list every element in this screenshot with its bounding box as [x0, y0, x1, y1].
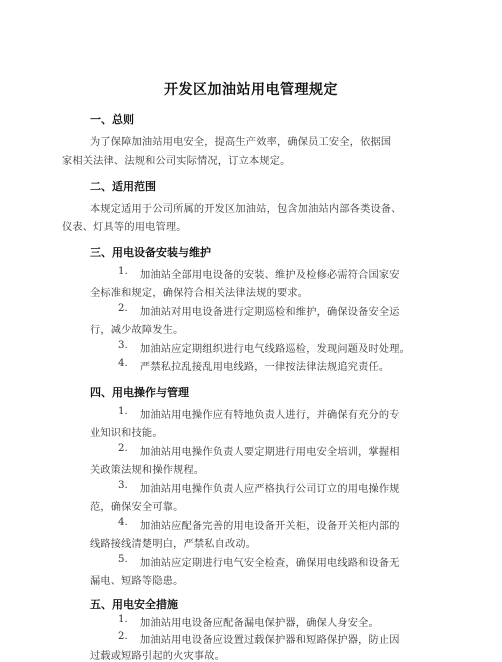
list-item-line: 加油站用电设备应配备漏电保护器，确保人身安全。 — [140, 618, 379, 629]
list-item-line: 线路接线清楚明白，严禁私自改动。 — [90, 539, 257, 550]
list-item-line: 过载或短路引起的火灾事故。 — [90, 651, 226, 662]
list-number: 4. — [118, 517, 128, 528]
list-number: 3. — [118, 480, 128, 491]
paragraph-line: 仪表、灯具等的用电管理。 — [62, 222, 187, 233]
list-item-line: 加油站应定期组织进行电气线路巡检，发现问题及时处理。 — [140, 344, 411, 355]
list-number: 4. — [118, 358, 128, 369]
list-item-line: 加油站用电设备应设置过载保护器和短路保护器，防止因 — [140, 635, 400, 646]
section-heading-operation: 四、用电操作与管理 — [90, 386, 189, 399]
list-number: 2. — [118, 631, 128, 642]
section-heading-installation: 三、用电设备安装与维护 — [90, 246, 211, 259]
list-number: 1. — [118, 266, 128, 277]
list-item-line: 加油站应配备完善的用电设备开关柜，设备开关柜内部的 — [140, 521, 400, 532]
list-item-line: 加油站用电操作负责人要定期进行用电安全培训，掌握相 — [140, 447, 400, 458]
list-item-line: 漏电、短路等隐患。 — [90, 576, 184, 587]
section-heading-general: 一、总则 — [90, 113, 134, 126]
list-item-line: 严禁私拉乱接乱用电线路，一律按法律法规追究责任。 — [140, 362, 390, 373]
list-number: 3. — [118, 340, 128, 351]
list-item-line: 加油站用电操作负责人应严格执行公司订立的用电操作规 — [140, 484, 400, 495]
list-number: 2. — [118, 443, 128, 454]
paragraph-line: 本规定适用于公司所属的开发区加油站，包含加油站内部各类设备、 — [90, 204, 402, 215]
section-heading-scope: 二、适用范围 — [90, 180, 156, 193]
paragraph-line: 为了保障加油站用电安全，提高生产效率，确保员工安全，依据国 — [90, 137, 392, 148]
list-item-line: 全标准和规定，确保符合相关法律法规的要求。 — [90, 288, 309, 299]
list-item-line: 业知识和技能。 — [90, 428, 163, 439]
list-item-line: 范，确保安全可靠。 — [90, 502, 184, 513]
list-item-line: 行，减少故障发生。 — [90, 325, 184, 336]
list-item-line: 加油站全部用电设备的安装、维护及检修必需符合国家安 — [140, 270, 400, 281]
list-item-line: 加油站对用电设备进行定期巡检和维护，确保设备安全运 — [140, 307, 400, 318]
list-number: 1. — [118, 406, 128, 417]
list-item-line: 加油站用电操作应有特地负责人进行，并确保有充分的专 — [140, 410, 400, 421]
list-number: 1. — [118, 614, 128, 625]
document-title: 开发区加油站用电管理规定 — [164, 82, 338, 98]
section-heading-safety: 五、用电安全措施 — [90, 598, 178, 611]
list-number: 2. — [118, 303, 128, 314]
paragraph-line: 家相关法律、法规和公司实际情况，订立本规定。 — [62, 156, 291, 167]
list-item-line: 关政策法规和操作规程。 — [90, 465, 205, 476]
list-number: 5. — [118, 554, 128, 565]
list-item-line: 加油站应定期进行电气安全检查，确保用电线路和设备无 — [140, 558, 400, 569]
